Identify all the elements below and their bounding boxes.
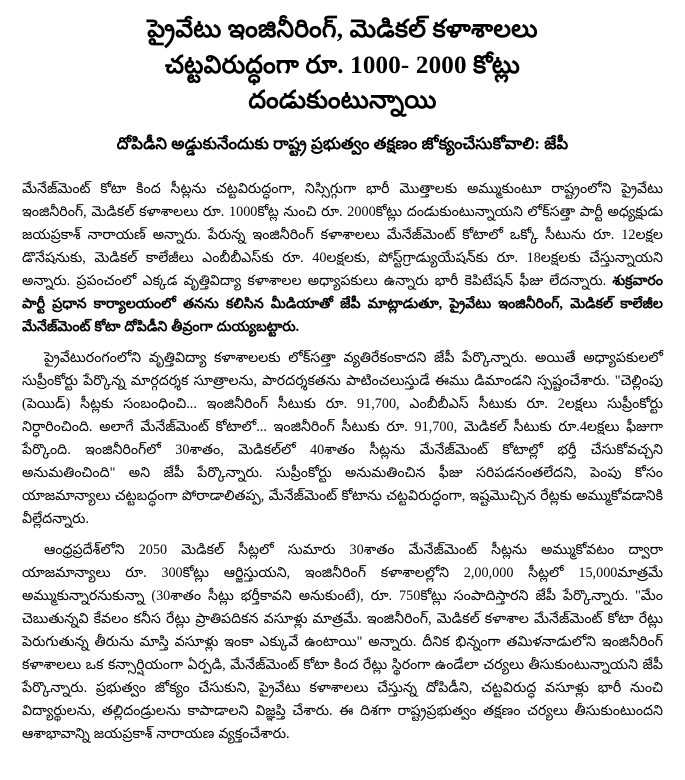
paragraph-2 — [22, 347, 663, 531]
paragraph-2-segment-1: ప్రైవేటురంగంలోని వృత్తివిద్యా కళాశాలలకు లోక్‌సత్తా వ్యతిరేకంకాదని జేపీ పేర్కొన్నారు. అయితే అధ్యాపకులలో సుప్రీంకోర్టు పేర్కొన్న మార్గదర్శక సూత్రాలను, పారదర్శకతను పాటించలుస్తుడే ఈము డిమాండని స్పష్టంచేశారు. "చెల్లింపు (పెయిడ్) సీట్లకు సంబంధించి... ఇంజినీరింగ్ సీటుకు రూ. 91,700, ఎంబీబీఎస్ సీటుకు రూ. 2లక్షలు సుప్రీంకోర్టు నిర్ధారించింది. అలాగే మేనేజ్‌మెంట్ కోటాలో... ఇంజినీరింగ్ సీటుకు రూ. 91,700, మెడికల్ సీటుకు రూ.4లక్షలు ఫీజుగా పేర్కొంది. ఇంజినీరింగ్‌లో 30శాతం, మెడికల్‌లో 40శాతం సీట్లను మేనేజ్‌మెంట్ కోటాల్లో భర్తీ చేసుకోవచ్చని అనుమతించింది" అని జేపీ పేర్కొన్నారు. సుప్రీంకోర్టు అనుమతించిన ఫీజు సరిపడనంతలేదని, పెంపు కోసం యాజమాన్యాలు చట్టబద్ధంగా పోరాడాలితప్ప, మేనేజ్‌మెంట్ కోటాను చట్టవిరుద్ధంగా, ఇష్టమొచ్చిన రేట్లకు అమ్ముకోవడానికి వీల్లేదన్నారు. — [22, 349, 663, 527]
paragraph-3 — [22, 539, 663, 746]
article-body — [22, 178, 663, 746]
paragraph-1-segment-1: మేనేజ్‌మెంట్ కోటా కింద సీట్లను చట్టవిరుద్ధంగా, నిస్సిగ్గుగా భారీ మొత్తాలకు అమ్ముకుంటూ రాష్ట్రంలోని ప్రైవేటు ఇంజినీరింగ్, మెడికల్ కళాశాలలు రూ. 1000కోట్ల నుంచి రూ. 2000కోట్లు దండుకుంటున్నాయని లోక్‌సత్తా పార్టీ అధ్యక్షుడు జయప్రకాశ్ నారాయణ్ అన్నారు. పేరున్న ఇంజినీరింగ్ కళాశాలలు మేనేజ్‌మెంట్ కోటాలో ఒక్కో సీటును రూ. 12లక్షల డొనేషనుకు, మెడికల్ కాలేజీలు ఎంబీబీఎస్‌కు రూ. 40లక్షలకు, పోస్ట్‌గ్రాడ్యుయేషన్‌కు రూ. 18లక్షలకు చేస్తున్నాయని అన్నారు. ప్రపంచంలో ఎక్కడ వృత్తివిద్యా కళాశాలల అధ్యాపకులు ఉన్నారు భారీ కెపిటేషన్ ఫీజు లేదన్నారు. — [22, 180, 663, 289]
subheadline: దోపిడీని అడ్డుకునేందుకు రాష్ట్ర ప్రభుత్వం తక్షణం జోక్యం‌చేసుకోవాలి: జేపీ — [116, 133, 569, 153]
headline-line-1: ప్రైవేటు ఇంజినీరింగ్, మెడికల్ కళాశాలలు — [147, 16, 538, 43]
headline-line-2: చట్టవిరుద్ధంగా రూ. 1000- 2000 కోట్లు — [164, 51, 521, 79]
paragraph-1-segment-2: శుక్రవారం పార్టీ ప్రధాన కార్యాలయంలో తనను కలిసిన మీడియాతో జేపీ మాట్లాడుతూ, ప్రైవేటు ఇంజినీరింగ్, మెడికల్ కాలేజీల మేనేజ్‌మెంట్ కోటా దోపిడీని తీవ్రంగా దుయ్యబట్టారు. — [22, 272, 663, 335]
paragraph-3-segment-1: ఆంధ్రప్రదేశ్‌లోని 2050 మెడికల్ సీట్లలో సుమారు 30శాతం మేనేజ్‌మెంట్ సీట్లను అమ్ముకోవటం ద్వారా యాజమాన్యాలు రూ. 300కోట్లు ఆర్జిస్తుయని, ఇంజినీరింగ్ కళాశాలల్లోని 2,00,000 సీట్లలో 15,000మాత్రమే అమ్ముకున్నారనుకున్నా (30శాతం సీట్లు భర్తీకావని అనుకుంటే), రూ. 750కోట్లు సంపాదిస్తారని జేపీ పేర్కొన్నారు. "మేం చెబుతున్నవి కేవలం కనీస రేట్లు ప్రాతిపదికన వసూళ్లు మాత్రమే. ఇంజినీరింగ్, మెడికల్ కళాశాల మేనేజ్‌మెంట్ కోటా రేట్లు పెరుగుతున్న తీరును మాస్తి వసూళ్లు ఇంకా ఎక్కువే ఉంటాయి" అన్నారు. దీనిక భిన్నంగా తమిళనాడులోని ఇంజినీరింగ్ కళాశాలలు ఒక కన్సార్షియంగా ఏర్పడి, మేనేజ్‌మెంట్ కోటా కింద రేట్లు స్థిరంగా ఉండేలా చర్యలు తీసుకుంటున్నాయని జేపీ పేర్కొన్నారు. ప్రభుత్వం జోక్యం చేసుకుని, ప్రైవేటు కళాశాలలు చేస్తున్న దోపిడీని, చట్టవిరుద్ధ వసూళ్లు భారీ నుంచి విద్యార్థులను, తల్లిదండ్రులను కాపాడాలని విజ్ఞప్తి చేశారు. ఈ దిశగా రాష్ట్రప్రభుత్వం తక్షణం చర్యలు తీసుకుంటుందని ఆశాభావాన్ని జయప్రకాశ్ నారాయణ వ్యక్తంచేశారు. — [22, 541, 663, 742]
paragraph-1 — [22, 178, 663, 339]
headline-line-3: దండుకుంటున్నాయి — [248, 87, 437, 114]
page-title — [26, 12, 659, 119]
